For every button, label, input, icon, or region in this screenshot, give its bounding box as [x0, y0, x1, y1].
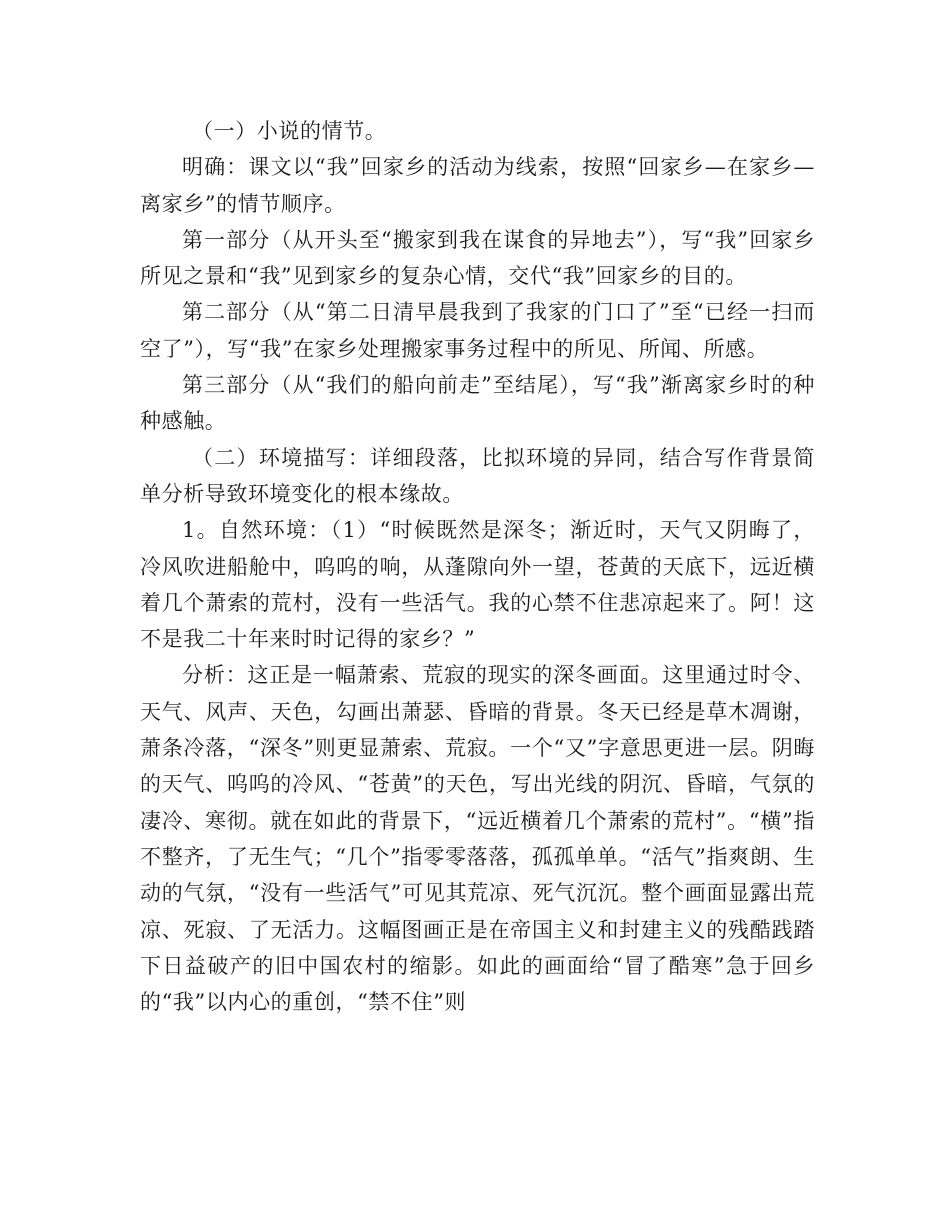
paragraph-natural-environment: 1。自然环境：（1）“时候既然是深冬；渐近时，天气又阴晦了，冷风吹进船舱中，呜呜的响，从蓬隙向外一望，苍黄的天底下，远近横着几个萧索的荒村，没有一些活气。我的心禁不住悲凉起来了。阿！这不是我二十年来时时记得的家乡？”: [140, 518, 815, 652]
paragraph-analysis: 分析：这正是一幅萧索、荒寂的现实的深冬画面。这里通过时令、天气、风声、天色，勾画出萧瑟、昏暗的背景。冬天已经是草木凋谢，萧条冷落，“深冬”则更显萧索、荒寂。一个“又”字意思更进一层。阴晦的天气、呜呜的冷风、“苍黄”的天色，写出光线的阴沉、昏暗，气氛的凄冷、寒彻。就在如此的背景下，“远近横着几个萧索的荒村”。“横”指不整齐，了无生气；“几个”指零零落落，孤孤单单。“活气”指爽朗、生动的气氛，“没有一些活气”可见其荒凉、死气沉沉。整个画面显露出荒凉、死寂、了无活力。这幅图画正是在帝国主义和封建主义的残酷践踏下日益破产的旧中国农村的缩影。如此的画面给“冒了酷寒”急于回乡的“我”以内心的重创，“禁不住”则: [140, 663, 815, 1015]
document-body: [140, 113, 815, 1020]
section-heading-plot: （一）小说的情节。: [192, 119, 387, 143]
section-heading-environment: （二）环境描写：详细段落，比拟环境的异同，结合写作背景简单分析导致环境变化的根本缘故。: [140, 445, 815, 506]
paragraph-clarification: 明确：课文以“我”回家乡的活动为线索，按照“回家乡—在家乡—离家乡”的情节顺序。: [140, 155, 815, 216]
paragraph-part-two: 第二部分（从“第二日清早晨我到了我家的门口了”至“已经一扫而空了”），写“我”在家乡处理搬家事务过程中的所见、所闻、所感。: [140, 300, 815, 361]
paragraph-part-three: 第三部分（从“我们的船向前走”至结尾），写“我”渐离家乡时的种种感触。: [140, 373, 815, 434]
paragraph-part-one: 第一部分（从开头至“搬家到我在谋食的异地去”），写“我”回家乡所见之景和“我”见到家乡的复杂心情，交代“我”回家乡的目的。: [140, 227, 815, 289]
